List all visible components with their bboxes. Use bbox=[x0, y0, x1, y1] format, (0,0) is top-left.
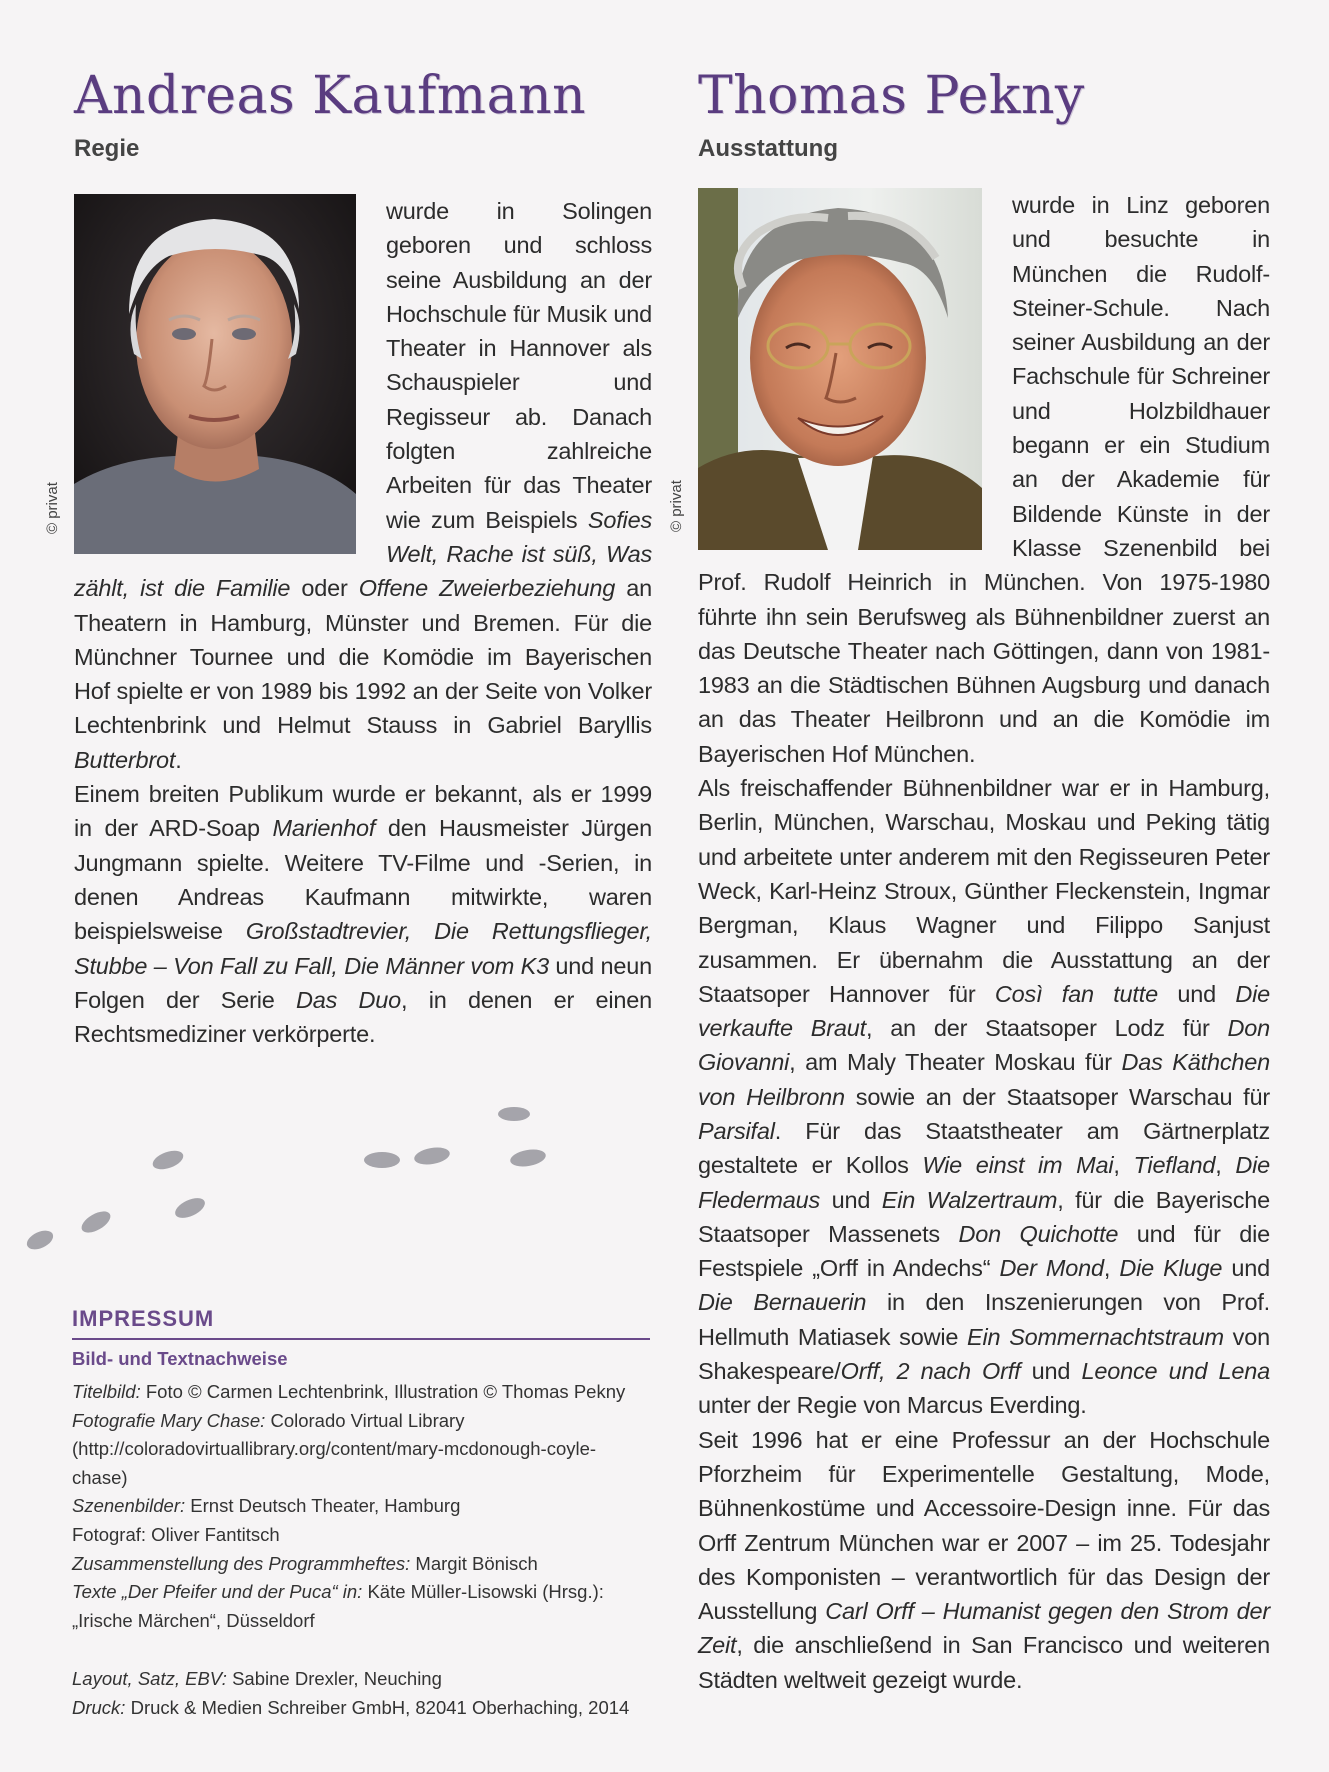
person-role: Regie bbox=[74, 135, 140, 163]
photo-credit: © privat bbox=[44, 482, 61, 534]
profile-thomas-pekny bbox=[668, 66, 1271, 1697]
impressum-line: Texte „Der Pfeifer und der Puca“ in: Käte Müller-Lisowski (Hrsg.): bbox=[72, 1581, 604, 1603]
bio-paragraph: Seit 1996 hat er eine Professur an der Hochschule Pforzheim für Experimentelle Gestaltung, Mode, Bühnenkostüme und Accessoire-Design inne. Für das Orff Zentrum München war er 2007 – im 25. Todesjahr des Komponisten – verantwortlich für das Design der Ausstellung Carl Orff – Humanist gegen den Strom der Zeit, die anschließend in San Francisco und weiteren Städten weltweit gezeigt wurde. bbox=[698, 1426, 1270, 1693]
bio-wrap bbox=[668, 188, 1271, 1697]
impressum-title: IMPRESSUM bbox=[72, 1306, 650, 1340]
impressum-line: Titelbild: Foto © Carmen Lechtenbrink, Illustration © Thomas Pekny bbox=[72, 1381, 626, 1402]
impressum-line: Szenenbilder: Ernst Deutsch Theater, Hamburg bbox=[72, 1495, 461, 1517]
portrait-photo bbox=[698, 188, 982, 550]
footprints-decoration bbox=[20, 1090, 580, 1260]
impressum-line: Druck: Druck & Medien Schreiber GmbH, 82041 Oberhaching, 2014 bbox=[72, 1696, 630, 1718]
bio-paragraph: Einem breiten Publikum wurde er bekannt, als er 1999 in der ARD-Soap Marienhof den Hausmeister Jürgen Jungmann spielte. Weitere TV-Filme und -Serien, in denen Andreas Kaufmann mitwirkte, waren beispielsweise Großstadtrevier, Die Rettungsflieger, Stubbe – Von Fall zu Fall, Die Männer vom K3 und neun Folgen der Serie Das Duo, in denen er einen Rechtsmediziner verkörperte. bbox=[74, 781, 653, 1048]
impressum-line: „Irische Märchen“, Düsseldorf bbox=[72, 1609, 315, 1631]
bio-paragraph: wurde in Linz geboren und besuchte in München die Rudolf-Steiner-Schule. Nach seiner Ausbildung an der Fachschule für Schreiner und Holzbildhauer begann er ein Studium an der Akademie für Bildende Künste in der Klasse Szenenbild bei Prof. Rudolf Heinrich in München. Von 1975-1980 führte ihn sein Berufsweg als Bühnenbildner zuerst an das Deutsche Theater nach Göttingen, dann von 1981-1983 an die Städtischen Bühnen Augsburg und danach an das Theater Heilbronn und an die Komödie im Bayerischen Hof München. bbox=[698, 191, 1270, 767]
bio-paragraph: Als freischaffender Bühnenbildner war er in Hamburg, Berlin, München, Warschau, Moskau und Peking tätig und arbeitete unter anderem mit den Regisseuren Peter Weck, Karl-Heinz Stroux, Günther Fleckenstein, Ingmar Bergman, Klaus Wagner und Filippo Sanjust zusammen. Er übernahm die Ausstattung an der Staatsoper Hannover für Così fan tutte und Die verkaufte Braut, an der Staatsoper Lodz für Don Giovanni, am Maly Theater Moskau für Das Käthchen von Heilbronn sowie an der Staatsoper Warschau für Parsifal. Für das Staatstheater am Gärtnerplatz gestaltete er Kollos Wie einst im Mai, Tiefland, Die Fledermaus und Ein Walzertraum, für die Bayerische Staatsoper Massenets Don Quichotte und für die Festspiele „Orff in Andechs“ Der Mond, Die Kluge und Die Bernauerin in den Inszenierungen von Prof. Hellmuth Matiasek sowie Ein Sommernachtstraum von Shakespeare/Orff, 2 nach Orff und Leonce und Lena unter der Regie von Marcus Everding. bbox=[698, 775, 1271, 1419]
impressum-line: Fotografie Mary Chase: Colorado Virtual Library bbox=[72, 1409, 465, 1431]
portrait-photo bbox=[74, 194, 356, 554]
portrait-photo-wrap bbox=[668, 188, 982, 550]
bio-wrap bbox=[44, 194, 653, 1051]
person-name: Andreas Kaufmann bbox=[74, 66, 587, 126]
bio-paragraph: wurde in Solingen geboren und schloss seine Ausbildung an der Hochschule für Musik und Theater in Hannover als Schauspieler und Regisseur ab. Danach folgten zahlreiche Arbeiten für das Theater wie zum Beispiels Sofies Welt, Rache ist süß, Was zählt, ist die Familie oder Offene Zweierbeziehung an Theatern in Hamburg, Münster und Bremen. Für die Münchner Tournee und die Komödie im Bayerischen Hof spielte er von 1989 bis 1992 an der Seite von Volker Lechtenbrink und Helmut Stauss in Gabriel Baryllis Butterbrot. bbox=[74, 197, 652, 773]
impressum-line: Fotograf: Oliver Fantitsch bbox=[72, 1523, 280, 1545]
person-name: Thomas Pekny bbox=[698, 66, 1085, 126]
person-role: Ausstattung bbox=[698, 135, 838, 163]
impressum bbox=[72, 1306, 650, 1723]
impressum-line: Zusammenstellung des Programmheftes: Margit Bönisch bbox=[72, 1552, 538, 1574]
impressum-credits bbox=[72, 1378, 650, 1635]
impressum-production bbox=[72, 1665, 650, 1722]
impressum-line: Layout, Satz, EBV: Sabine Drexler, Neuching bbox=[72, 1668, 442, 1690]
photo-credit: © privat bbox=[668, 480, 685, 532]
impressum-line: (http://coloradovirtuallibrary.org/content/mary-mcdonough-coyle-chase) bbox=[72, 1438, 597, 1488]
profile-andreas-kaufmann bbox=[44, 66, 653, 1051]
portrait-photo-wrap bbox=[44, 194, 356, 554]
impressum-subtitle: Bild- und Textnachweise bbox=[72, 1348, 288, 1369]
